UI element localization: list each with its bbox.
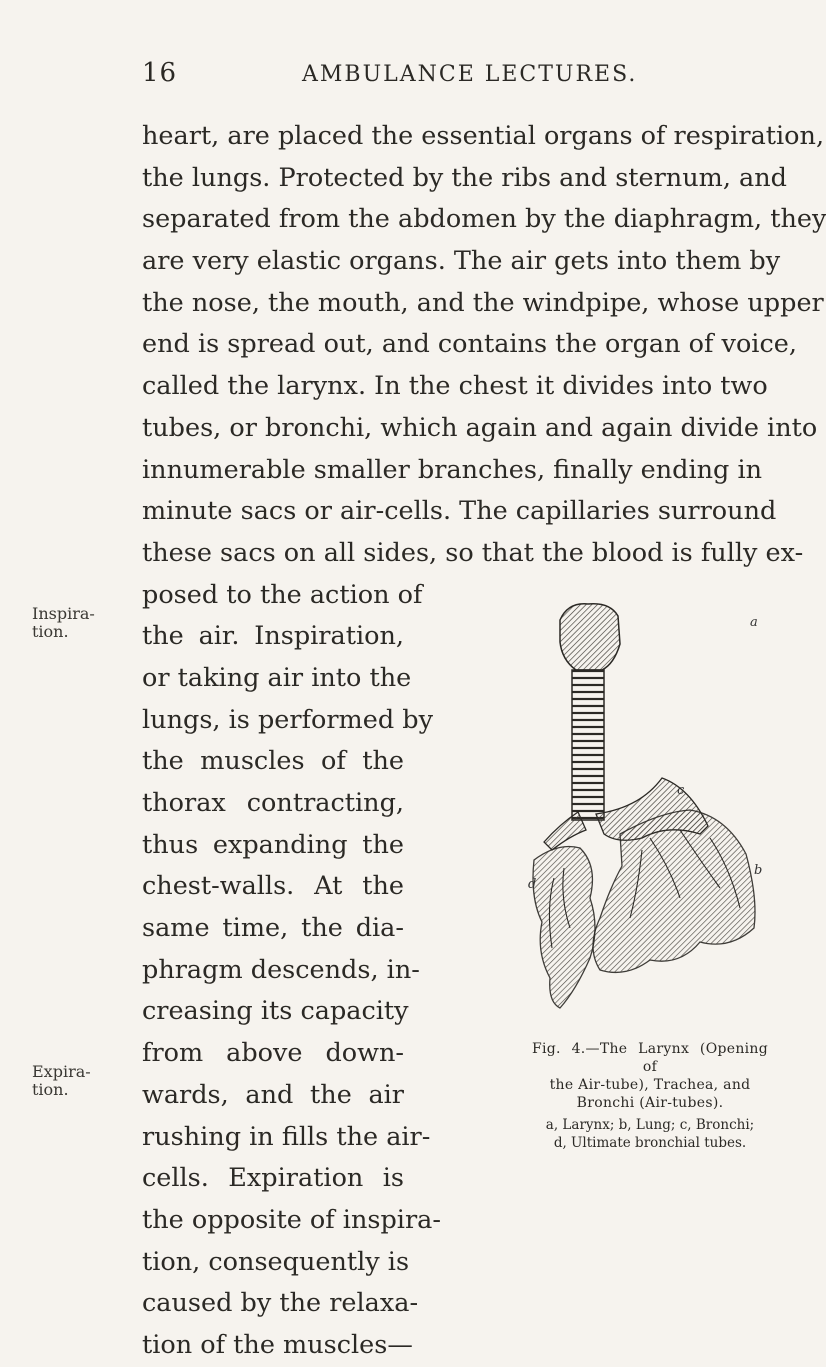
label-a: a bbox=[750, 615, 758, 630]
larynx-shape bbox=[560, 604, 620, 670]
text-line: from above down- bbox=[142, 1038, 404, 1069]
caption-title-line: Fig. 4.—The Larynx (Opening of bbox=[532, 1041, 768, 1075]
margin-note-line: tion. bbox=[32, 622, 69, 641]
margin-note-inspiration bbox=[32, 605, 95, 641]
text-line: tion of the muscles— bbox=[142, 1329, 413, 1360]
label-d: d bbox=[528, 877, 537, 892]
text-line: the nose, the mouth, and the windpipe, whose upper bbox=[142, 287, 824, 318]
label-b: b bbox=[754, 863, 763, 878]
trachea-shape bbox=[572, 670, 604, 820]
margin-note-line: tion. bbox=[32, 1080, 69, 1099]
text-line: innumerable smaller branches, finally ending in bbox=[142, 454, 763, 485]
page-number: 16 bbox=[142, 58, 178, 88]
text-line: the muscles of the bbox=[142, 746, 404, 777]
larynx-lungs-illustration bbox=[528, 598, 763, 1022]
text-line: lungs, is performed by bbox=[142, 704, 433, 735]
text-line: thus expanding the bbox=[142, 829, 404, 860]
text-line: the air. Inspiration, bbox=[142, 621, 404, 652]
caption-legend-line: d, Ultimate bronchial tubes. bbox=[553, 1135, 747, 1151]
text-line: are very elastic organs. The air gets into them by bbox=[142, 246, 781, 277]
text-line: rushing in fills the air- bbox=[142, 1121, 431, 1152]
label-c: c bbox=[677, 783, 685, 798]
text-line: caused by the relaxa- bbox=[142, 1288, 419, 1319]
text-line: cells. Expiration is bbox=[142, 1163, 404, 1194]
text-line: these sacs on all sides, so that the blood is fully ex- bbox=[142, 537, 804, 568]
text-line: chest-walls. At the bbox=[142, 871, 404, 902]
text-line: minute sacs or air-cells. The capillaries surround bbox=[142, 496, 777, 527]
running-head: AMBULANCE LECTURES. bbox=[302, 62, 638, 87]
text-line: same time, the dia- bbox=[142, 913, 404, 944]
text-line: end is spread out, and contains the organ of voice, bbox=[142, 329, 797, 360]
text-line: separated from the abdomen by the diaphragm, they bbox=[142, 204, 826, 235]
caption-title-line: Bronchi (Air-tubes). bbox=[576, 1095, 724, 1111]
lungs-engraving bbox=[528, 598, 763, 1022]
text-line: tubes, or bronchi, which again and again divide into bbox=[142, 412, 818, 443]
text-line: the opposite of inspira- bbox=[142, 1204, 441, 1235]
margin-note-line: Inspira- bbox=[32, 604, 95, 623]
text-line: phragm descends, in- bbox=[142, 954, 420, 985]
text-line: thorax contracting, bbox=[142, 788, 404, 818]
margin-note-line: Expira- bbox=[32, 1062, 91, 1081]
figure-caption bbox=[532, 1040, 768, 1152]
page-header bbox=[0, 58, 800, 98]
caption-legend-line: a, Larynx; b, Lung; c, Bronchi; bbox=[545, 1117, 755, 1133]
text-line: wards, and the air bbox=[142, 1079, 404, 1110]
text-line: or taking air into the bbox=[142, 662, 412, 693]
text-line: the lungs. Protected by the ribs and sternum, and bbox=[142, 162, 787, 193]
text-line: called the larynx. In the chest it divides into two bbox=[142, 371, 768, 402]
left-bronchus-shape bbox=[544, 812, 586, 850]
text-line: heart, are placed the essential organs of respiration, bbox=[142, 121, 825, 151]
caption-title-line: the Air-tube), Trachea, and bbox=[549, 1077, 751, 1093]
text-line: posed to the action of bbox=[142, 579, 423, 610]
text-line: creasing its capacity bbox=[142, 996, 409, 1027]
text-line: tion, consequently is bbox=[142, 1246, 410, 1277]
margin-note-expiration bbox=[32, 1063, 91, 1099]
